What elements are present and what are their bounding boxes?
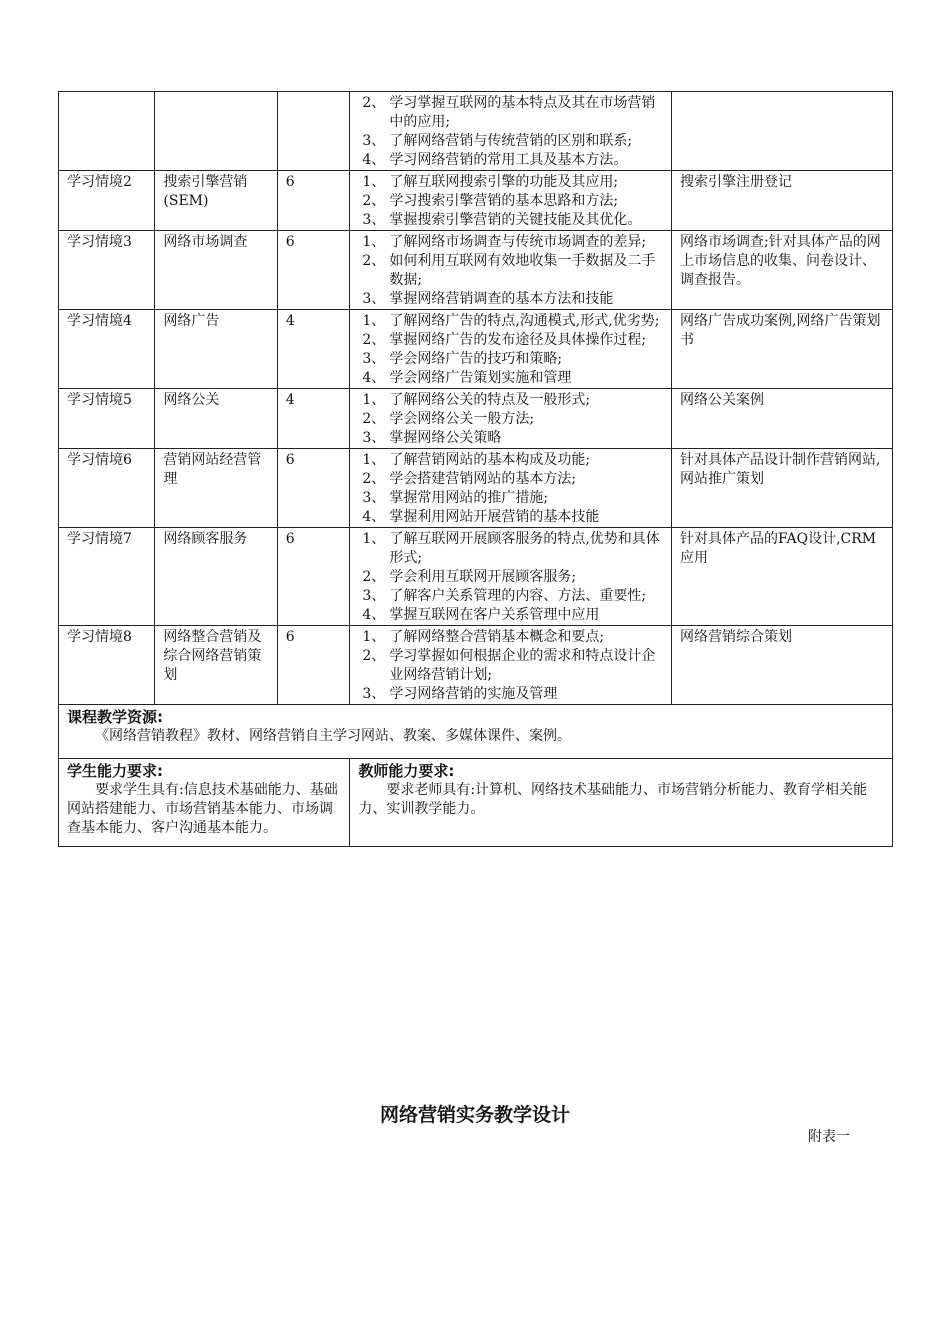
objective-number: 2、 [362,411,386,427]
objective-item [362,132,665,151]
objective-number: 4、 [362,152,386,168]
objective-number: 3、 [362,490,386,506]
objective-text: 掌握常用网站的推广措施; [389,490,549,506]
resources-row [59,705,893,759]
hours-cell [277,92,350,171]
objective-text: 了解互联网搜索引擎的功能及其应用; [389,174,619,190]
scenario-cell: 学习情境2 [59,171,155,231]
objective-number: 3、 [362,212,386,228]
teacher-ability-title: 教师能力要求: [358,762,455,780]
resources-cell [59,705,893,759]
objective-item [362,429,665,448]
objective-number: 3、 [362,133,386,149]
student-ability-cell [59,759,350,847]
hours-cell: 6 [277,449,350,528]
objective-text: 了解客户关系管理的内容、方法、重要性; [389,588,647,604]
activity-cell [672,92,893,171]
objective-number: 4、 [362,370,386,386]
objective-number: 3、 [362,430,386,446]
objective-text: 掌握利用网站开展营销的基本技能 [389,509,600,525]
student-ability-body: 要求学生具有:信息技术基础能力、基础网站搭建能力、市场营销基本能力、市场调查基本能力、客户沟通基本能力。 [67,782,338,836]
objective-number: 1、 [362,531,386,547]
objective-number: 2、 [362,193,386,209]
topic-cell: 搜索引擎营销(SEM) [155,171,277,231]
resources-title: 课程教学资源: [67,708,163,726]
objective-item [362,173,665,192]
objective-number: 2、 [362,253,386,269]
objective-number: 1、 [362,234,386,250]
objective-item [362,685,665,704]
objective-text: 学会利用互联网开展顾客服务; [389,569,577,585]
objective-text: 了解互联网开展顾客服务的特点,优势和具体形式; [389,531,660,566]
objective-number: 1、 [362,392,386,408]
objective-text: 学会网络公关一般方法; [389,411,535,427]
hours-cell: 6 [277,171,350,231]
objective-number: 3、 [362,588,386,604]
objective-item [362,628,665,647]
objective-text: 了解营销网站的基本构成及功能; [389,452,591,468]
activity-cell: 针对具体产品的FAQ设计,CRM应用 [672,528,893,626]
objective-text: 掌握互联网在客户关系管理中应用 [389,607,600,623]
objective-number: 1、 [362,629,386,645]
objective-item [362,606,665,625]
objectives-cell [350,449,672,528]
objectives-cell [350,92,672,171]
objective-item [362,350,665,369]
objective-item [362,508,665,527]
objective-number: 2、 [362,471,386,487]
table-row [59,449,893,528]
scenario-cell [59,92,155,171]
objectives-cell [350,389,672,449]
objective-text: 了解网络营销与传统营销的区别和联系; [389,133,633,149]
objectives-cell [350,626,672,705]
objective-number: 1、 [362,313,386,329]
objective-item [362,312,665,331]
objective-number: 2、 [362,569,386,585]
objective-item [362,391,665,410]
objective-text: 了解网络广告的特点,沟通模式,形式,优劣势; [389,313,660,329]
objective-number: 2、 [362,95,386,111]
objective-number: 3、 [362,351,386,367]
objective-text: 掌握网络广告的发布途径及具体操作过程; [389,332,647,348]
topic-cell [155,92,277,171]
objective-text: 掌握网络营销调查的基本方法和技能 [389,291,614,307]
objective-text: 掌握搜索引擎营销的关键技能及其优化。 [389,212,642,228]
objective-item [362,192,665,211]
table-row [59,92,893,171]
objective-text: 学习网络营销的常用工具及基本方法。 [389,152,628,168]
objective-item [362,587,665,606]
hours-cell: 6 [277,231,350,310]
objectives-cell [350,310,672,389]
objective-item [362,290,665,309]
objective-text: 学习网络营销的实施及管理 [389,686,558,702]
objective-number: 3、 [362,291,386,307]
topic-cell: 营销网站经营管理 [155,449,277,528]
objective-item [362,94,665,132]
table-row [59,231,893,310]
teacher-ability-body: 要求老师具有:计算机、网络技术基础能力、市场营销分析能力、教育学相关能力、实训教学能力。 [358,782,868,817]
activity-cell: 针对具体产品设计制作营销网站,网站推广策划 [672,449,893,528]
objective-text: 掌握网络公关策略 [389,430,502,446]
objective-text: 学习掌握互联网的基本特点及其在市场营销中的应用; [389,95,656,130]
hours-cell: 4 [277,389,350,449]
learning-scenario-rows [59,92,893,705]
objective-text: 学会网络广告的技巧和策略; [389,351,563,367]
objective-item [362,252,665,290]
objective-number: 4、 [362,607,386,623]
table-row [59,310,893,389]
table-row [59,626,893,705]
objective-item [362,489,665,508]
objective-item [362,211,665,230]
objectives-cell [350,231,672,310]
objective-number: 4、 [362,509,386,525]
topic-cell: 网络广告 [155,310,277,389]
document-title: 网络营销实务教学设计 [379,1104,570,1126]
objectives-cell [350,528,672,626]
objective-text: 学会网络广告策划实施和管理 [389,370,572,386]
objective-item [362,470,665,489]
objective-item [362,647,665,685]
objectives-cell [350,171,672,231]
topic-cell: 网络市场调查 [155,231,277,310]
appendix-label: 附表一 [808,1129,850,1145]
activity-cell: 网络市场调查;针对具体产品的网上市场信息的收集、问卷设计、调查报告。 [672,231,893,310]
table-row [59,171,893,231]
scenario-cell: 学习情境5 [59,389,155,449]
hours-cell: 6 [277,626,350,705]
scenario-cell: 学习情境7 [59,528,155,626]
student-ability-title: 学生能力要求: [67,762,163,780]
objective-text: 了解网络整合营销基本概念和要点; [389,629,605,645]
table-row [59,389,893,449]
objective-text: 如何利用互联网有效地收集一手数据及二手数据; [389,253,656,288]
resources-body: 《网络营销教程》教材、网络营销自主学习网站、教案、多媒体课件、案例。 [95,728,571,744]
course-design-table [58,91,893,847]
scenario-cell: 学习情境6 [59,449,155,528]
ability-row [59,759,893,847]
objective-item [362,451,665,470]
objective-number: 1、 [362,452,386,468]
hours-cell: 6 [277,528,350,626]
activity-cell: 网络广告成功案例,网络广告策划书 [672,310,893,389]
objective-item [362,530,665,568]
hours-cell: 4 [277,310,350,389]
objective-text: 学习掌握如何根据企业的需求和特点设计企业网络营销计划; [389,648,656,683]
objective-number: 1、 [362,174,386,190]
topic-cell: 网络公关 [155,389,277,449]
topic-cell: 网络整合营销及综合网络营销策划 [155,626,277,705]
objective-item [362,568,665,587]
objective-text: 了解网络公关的特点及一般形式; [389,392,591,408]
objective-item [362,410,665,429]
scenario-cell: 学习情境4 [59,310,155,389]
activity-cell: 搜索引擎注册登记 [672,171,893,231]
objective-text: 了解网络市场调查与传统市场调查的差异; [389,234,647,250]
objective-item [362,151,665,170]
objective-number: 2、 [362,648,386,664]
teacher-ability-cell [350,759,893,847]
objective-text: 学习搜索引擎营销的基本思路和方法; [389,193,619,209]
activity-cell: 网络营销综合策划 [672,626,893,705]
objective-item [362,331,665,350]
objective-number: 3、 [362,686,386,702]
objective-item [362,233,665,252]
objective-item [362,369,665,388]
scenario-cell: 学习情境3 [59,231,155,310]
activity-cell: 网络公关案例 [672,389,893,449]
table-row [59,528,893,626]
topic-cell: 网络顾客服务 [155,528,277,626]
objective-text: 学会搭建营销网站的基本方法; [389,471,577,487]
objective-number: 2、 [362,332,386,348]
scenario-cell: 学习情境8 [59,626,155,705]
